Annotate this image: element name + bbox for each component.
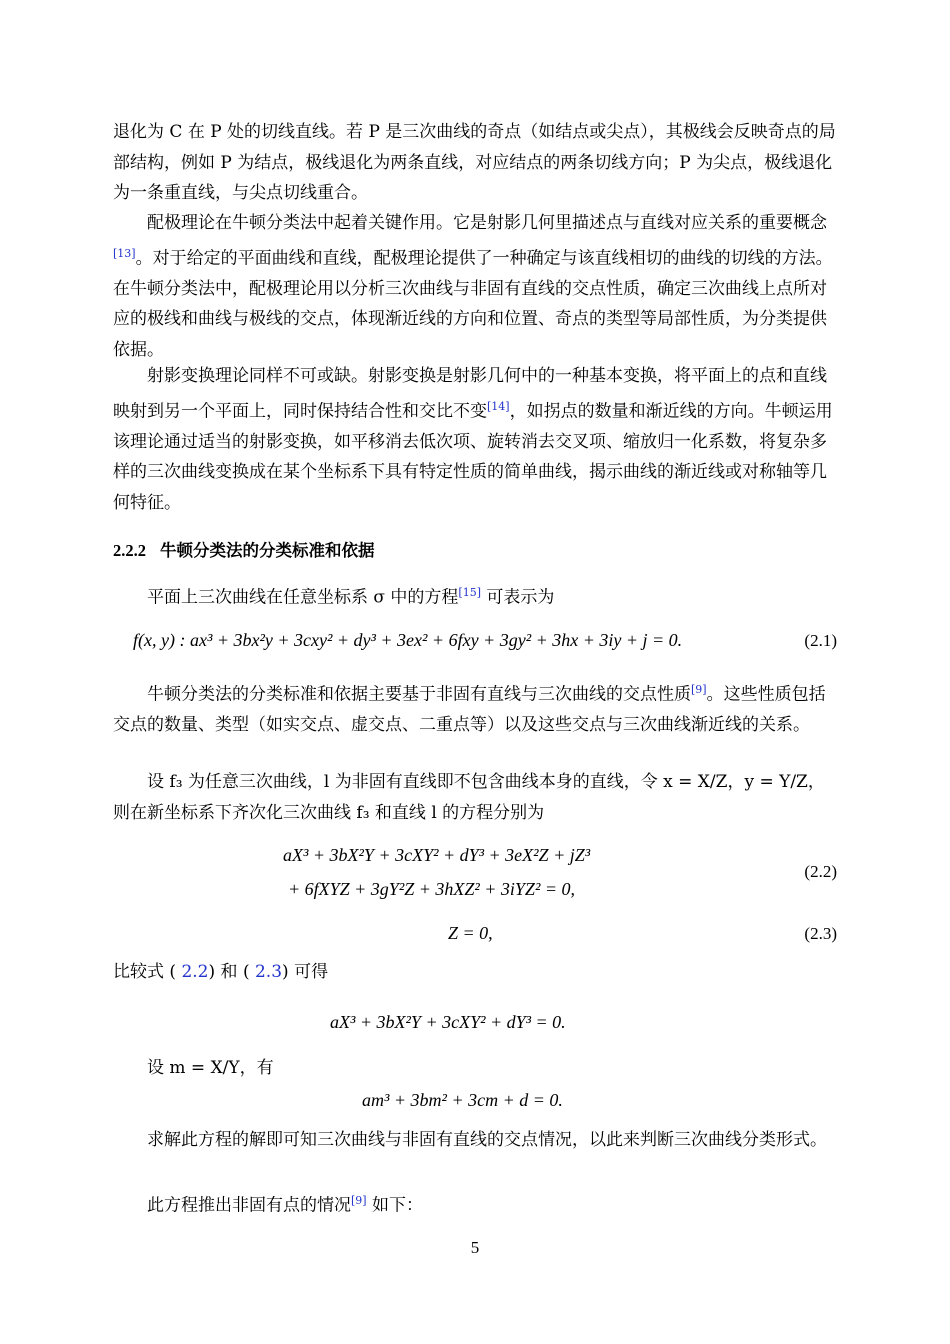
paragraph-classification-basis [113,675,838,741]
equation-ref-2-3[interactable]: 2.3 [249,962,283,982]
paragraph-text: 可表示为 [481,587,555,608]
section-number: 2.2.2 [113,541,146,560]
equation-homogeneous-cubic: aX³ + 3bX²Y + 3cXY² + dY³ = 0. [330,1012,566,1032]
paragraph-text: 比较式 ( [113,962,177,982]
paragraph-text: 此方程推出非固有点的情况 [147,1195,351,1216]
citation-9[interactable]: [9] [351,1194,367,1207]
paragraph-cubic-equation-intro [113,578,838,613]
paragraph-text: 。对于给定的平面曲线和直线，配极理论提供了一种确定与该直线相切的曲线的切线的方法。在牛顿分类法中，配极理论用以分析三次曲线与非固有直线的交点性质，确定三次曲线上点所对应的极线和曲线与极线的交点，体现渐近线的方向和位置、奇点的类型等局部性质，为分类提供依据。 [113,248,833,360]
paragraph-substitution: 设 m = X/Y，有 [147,1058,274,1078]
equation-ref-2-2[interactable]: 2.2 [176,962,209,982]
paragraph-text: ) 可得 [282,962,329,982]
equation-2-2-line-1: aX³ + 3bX²Y + 3cXY² + dY³ + 3eX²Z + jZ³ [283,845,591,865]
paragraph-homogenization: 设 f₃ 为任意三次曲线，l 为非固有直线即不包含曲线本身的直线，令 x = X/Z，y = Y/Z，则在新坐标系下齐次化三次曲线 f₃ 和直线 l 的方程分别为 [113,772,825,823]
equation-2-3: Z = 0, [448,923,493,943]
section-heading [113,537,375,561]
paragraph-text: 配极理论在牛顿分类法中起着关键作用。它是射影几何里描述点与直线对应关系的重要概念 [147,213,827,233]
paragraph-infinite-points [113,1186,838,1221]
citation-14[interactable]: [14] [487,399,510,413]
paragraph-text: 平面上三次曲线在任意坐标系 σ 中的方程 [147,587,459,608]
paragraph-projective [113,361,838,518]
paragraph-text: 如下： [366,1195,423,1216]
paragraph-text: 射影变换理论同样不可或缺。射影变换是射影几何中的一种基本变换，将平面上的点和直线映射到另一个平面上，同时保持结合性和交比不变 [113,366,827,422]
equation-number-2-2: (2.2) [804,862,837,881]
paragraph-text: 牛顿分类法的分类标准和依据主要基于非固有直线与三次曲线的交点性质 [147,684,691,705]
paragraph-polar-theory [113,208,838,365]
equation-cubic-in-m: am³ + 3bm² + 3cm + d = 0. [362,1090,563,1110]
equation-number-2-3: (2.3) [804,924,837,943]
equation-2-1: f(x, y) : ax³ + 3bx²y + 3cxy² + dy³ + 3ex² + 6fxy + 3gy² + 3hx + 3iy + j = 0. [133,630,683,650]
page-number: 5 [470,1238,480,1257]
citation-15[interactable]: [15] [458,586,482,599]
paragraph-solve: 求解此方程的解即可知三次曲线与非固有直线的交点情况，以此来判断三次曲线分类形式。 [147,1130,827,1150]
paragraph-compare [113,957,838,988]
paragraph-polar-degenerate: 退化为 C 在 P 处的切线直线。若 P 是三次曲线的奇点（如结点或尖点），其极线会反映奇点的局部结构，例如 P 为结点，极线退化为两条直线，对应结点的两条切线方向；P 为尖点，极线退化为一条重直线，与尖点切线重合。 [113,122,836,203]
paragraph-text: 。这些性质包括交点的数量、类型（如实交点、虚交点、二重点等）以及这些交点与三次曲线渐近线的关系。 [113,684,826,736]
citation-9[interactable]: [9] [691,683,707,696]
citation-13[interactable]: [13] [113,246,136,260]
paragraph-text: ) 和 ( [208,962,250,982]
section-title: 牛顿分类法的分类标准和依据 [160,541,375,560]
equation-2-2-line-2: + 6fXYZ + 3gY²Z + 3hXZ² + 3iYZ² = 0, [288,879,575,899]
paragraph-text: ，如拐点的数量和渐近线的方向。牛顿运用该理论通过适当的射影变换，如平移消去低次项、旋转消去交叉项、缩放归一化系数，将复杂多样的三次曲线变换成在某个坐标系下具有特定性质的简单曲线，揭示曲线的渐近线或对称轴等几何特征。 [113,401,833,513]
equation-number-2-1: (2.1) [804,631,837,650]
